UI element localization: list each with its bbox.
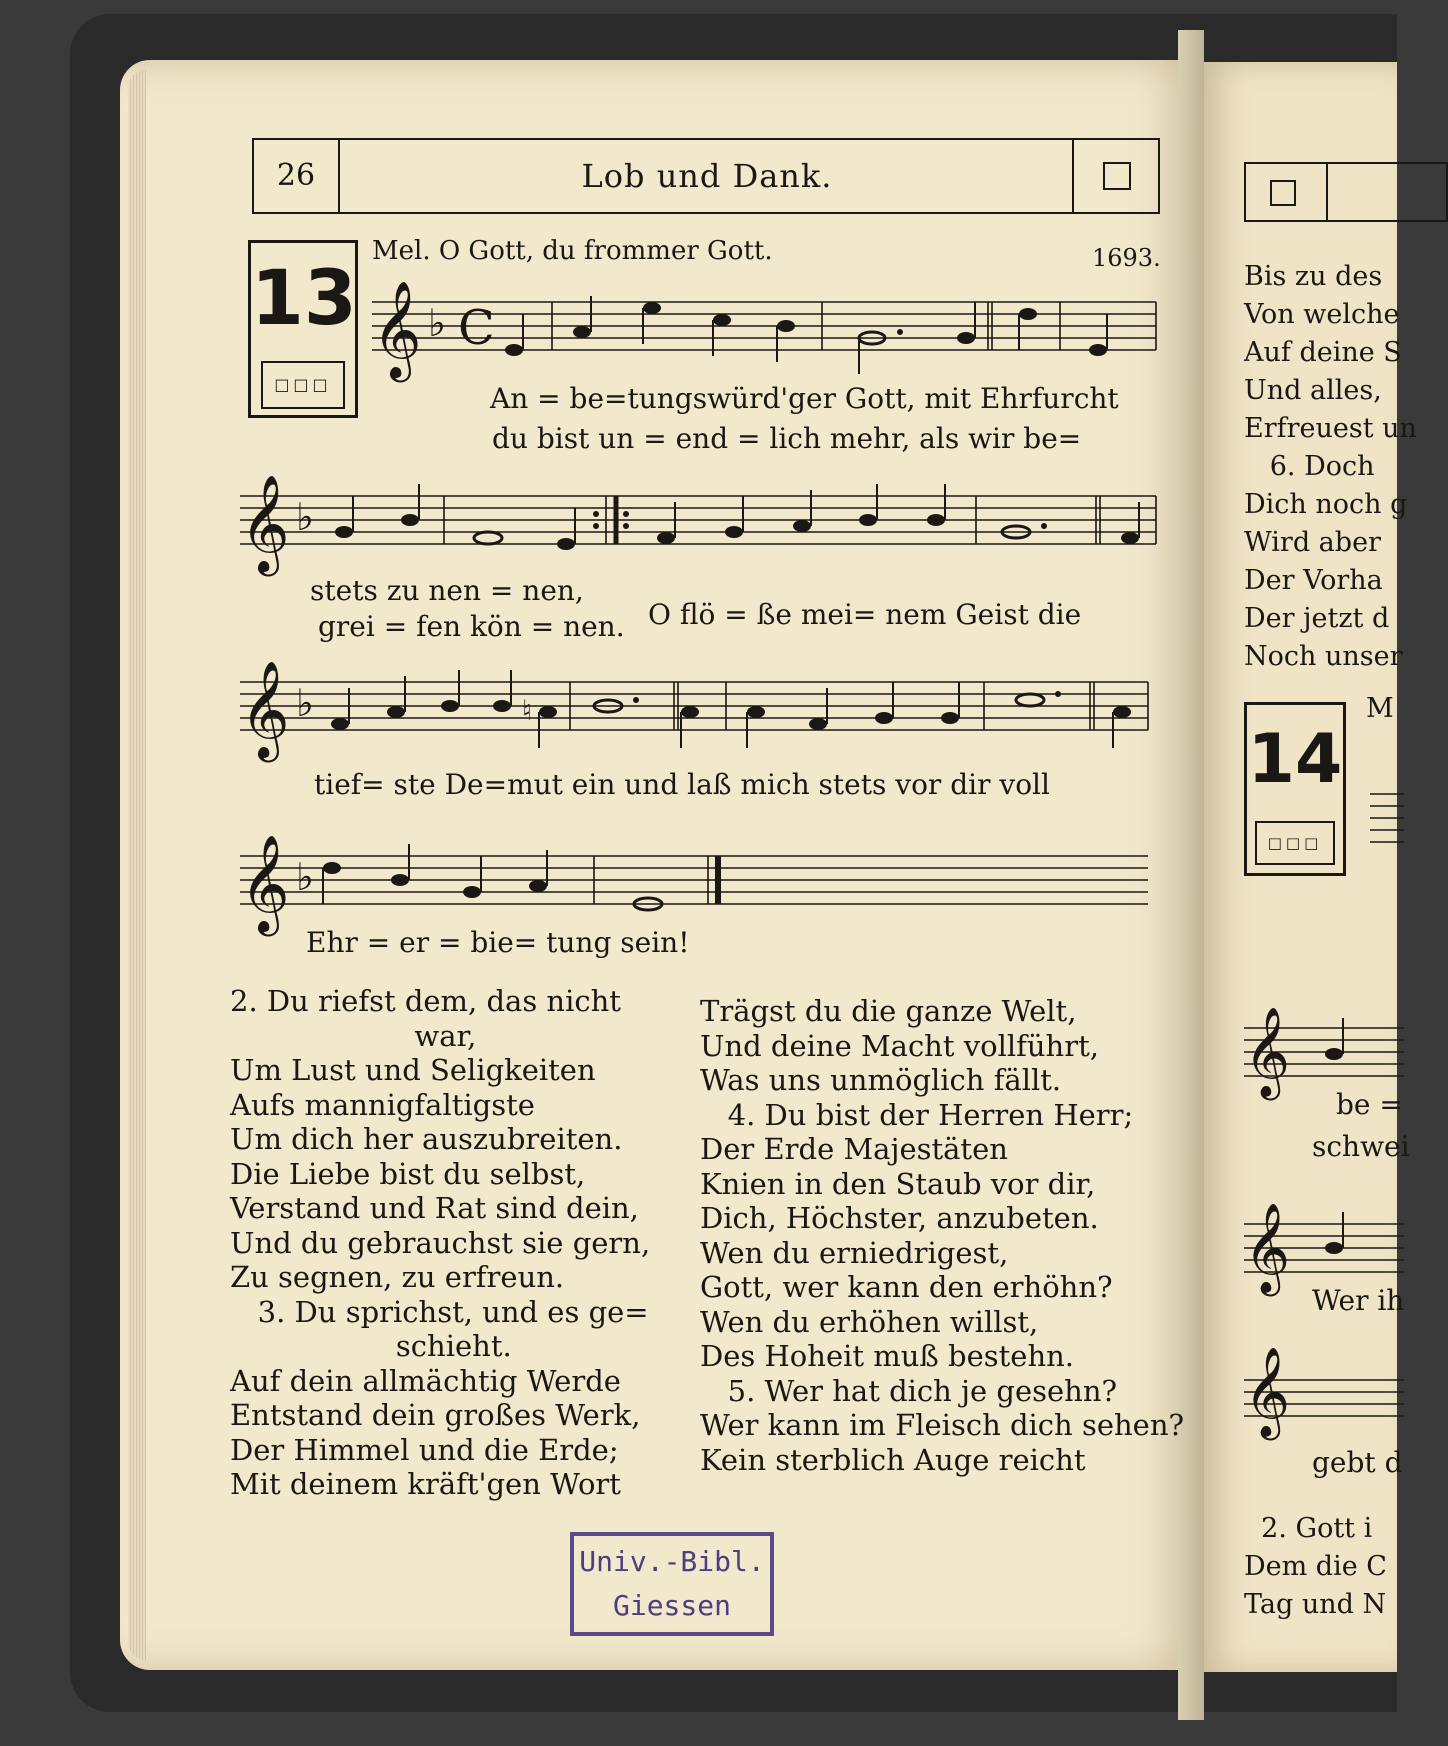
melody-reference: Mel. O Gott, du frommer Gott. [372, 236, 773, 266]
svg-text:𝄞: 𝄞 [372, 280, 422, 378]
header-square-icon [1270, 180, 1296, 206]
right-page-text-top: Bis zu des Von welche Auf deine S Und alles, Erfreuest un 6. Doch Dich noch g Wird aber Der Vorha Der jetzt d Noch unser [1244, 261, 1417, 672]
stamp-line-2: Giessen [612, 1589, 731, 1622]
svg-text:♭: ♭ [296, 855, 314, 899]
right-page [1200, 62, 1417, 1672]
verses-left-column: 2. Du riefst dem, das nicht war, Um Lust und Seligkeiten Aufs mannigfaltigste Um dich her auszubreiten. Die Liebe bist du selbst, Verstand und Rat sind dein, Und du gebrauchst sie gern, Zu segnen, zu erfreun. 3. Du sprichst, und es ge= schieht. Auf dein allmächtig Werde Entstand dein großes Werk, Der Himmel und die Erde; Mit deinem kräft'gen Wort [230, 984, 651, 1501]
header-square-icon [1103, 162, 1131, 190]
right-lyric-3: Wer ih [1312, 1284, 1405, 1317]
stamp-line-1: Univ.-Bibl. [579, 1545, 765, 1578]
staff-4 [240, 834, 1148, 932]
right-lyric-2: schwei [1312, 1130, 1410, 1163]
lyric-line-1a: An = be=tungswürd'ger Gott, mit Ehrfurcht [490, 382, 1119, 415]
hymn-number: 13 [251, 253, 357, 342]
svg-text:♭: ♭ [296, 495, 314, 539]
svg-text:𝄞: 𝄞 [240, 834, 290, 932]
right-melody-fragment: M [1366, 693, 1394, 724]
svg-text:♭: ♭ [428, 301, 446, 345]
svg-text:𝄞: 𝄞 [240, 474, 290, 572]
right-lyric-1: be = [1336, 1088, 1403, 1121]
staff-2 [240, 474, 1156, 572]
svg-text:𝄞: 𝄞 [240, 660, 290, 758]
page-header [252, 138, 1160, 214]
svg-text:𝄞: 𝄞 [1244, 1347, 1291, 1437]
svg-text:♭: ♭ [296, 681, 314, 725]
lyric-line-1b: du bist un = end = lich mehr, als wir be= [492, 422, 1082, 455]
svg-text:♮: ♮ [522, 694, 533, 727]
svg-text:𝄞: 𝄞 [1244, 1203, 1291, 1293]
lyric-line-2c: O flö = ße mei= nem Geist die [648, 598, 1082, 631]
lyric-line-2a: stets zu nen = nen, [310, 574, 584, 607]
page-title: Lob und Dank. [581, 157, 833, 195]
right-page-header [1244, 162, 1448, 222]
hymn-number-box [248, 240, 358, 418]
lyric-line-4: Ehr = er = bie= tung sein! [306, 926, 690, 959]
page-number: 26 [254, 140, 340, 212]
page-edges [128, 70, 146, 1660]
lyric-line-2b: grei = fen kön = nen. [318, 610, 625, 643]
hymn-14-number: 14 [1247, 720, 1343, 799]
header-box-cell [1072, 140, 1158, 212]
hymn-pattern: □□□ [261, 361, 345, 409]
right-lyric-4: gebt d [1312, 1446, 1403, 1479]
staff-3 [240, 660, 1148, 758]
svg-text:𝄞: 𝄞 [1244, 1007, 1291, 1097]
verses-right-column: Trägst du die ganze Welt, Und deine Macht vollführt, Was uns unmöglich fällt. 4. Du bist der Herren Herr; Der Erde Majestäten Knien in den Staub vor dir, Dich, Höchster, anzubeten. Wen du erniedrigest, Gott, wer kann den erhöhn? Wen du erhöhen willst, Des Hoheit muß bestehn. 5. Wer hat dich je gesehn? Wer kann im Fleisch dich sehen? Kein sterblich Auge reicht [700, 994, 1185, 1477]
staff-1 [372, 280, 1156, 382]
lyric-line-3: tief= ste De=mut ein und laß mich stets vor dir voll [314, 768, 1050, 801]
library-stamp [570, 1532, 774, 1636]
svg-text:C: C [458, 300, 495, 356]
hymn-14-pattern: □□□ [1255, 821, 1335, 865]
hymn-year: 1693. [1092, 244, 1161, 272]
right-page-text-bottom: 2. Gott i Dem die C Tag und N [1244, 1513, 1387, 1620]
